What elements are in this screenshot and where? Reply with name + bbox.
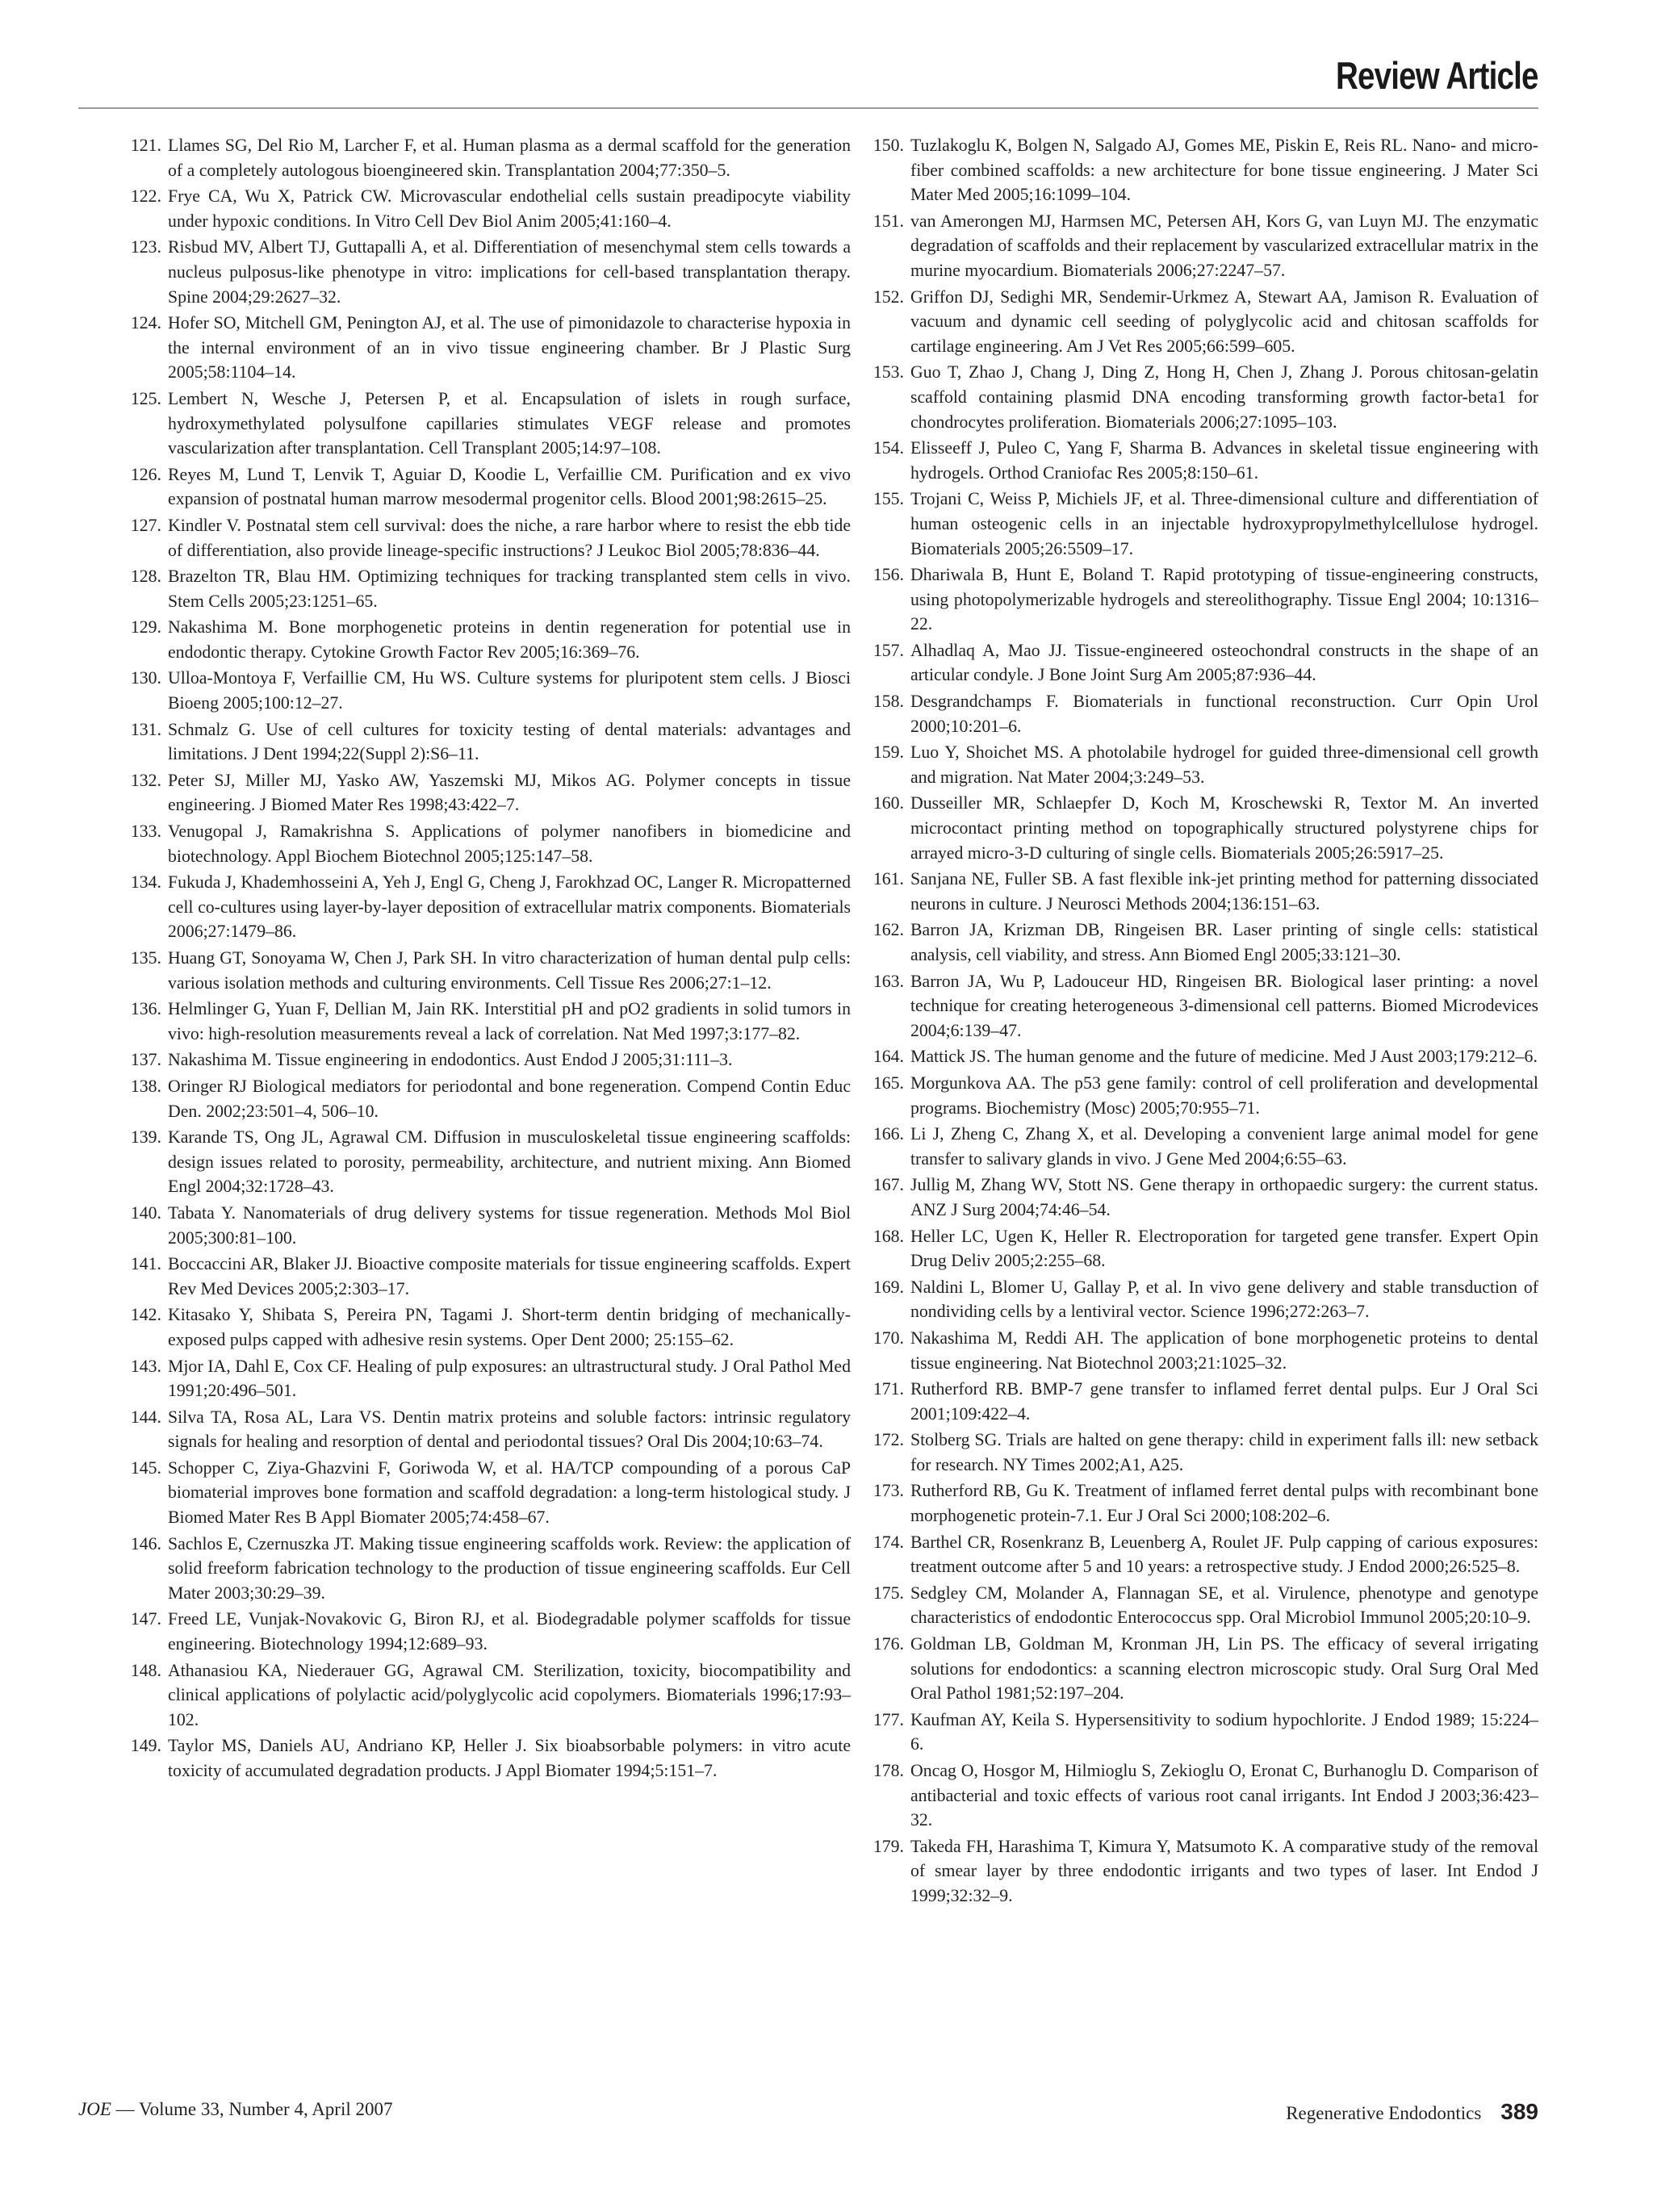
reference-number: 157.	[873, 640, 904, 660]
reference-item	[864, 969, 1538, 1043]
reference-number: 176.	[873, 1634, 904, 1654]
reference-item	[864, 740, 1538, 789]
reference-text: Rutherford RB. BMP-7 gene transfer to inflamed ferret dental pulps. Eur J Oral Sci 2001;109:422–4.	[910, 1379, 1538, 1424]
reference-text: Kaufman AY, Keila S. Hypersensitivity to sodium hypochlorite. J Endod 1989; 15:224–6.	[910, 1709, 1538, 1754]
reference-text: Boccaccini AR, Blaker JJ. Bioactive composite materials for tissue engineering scaffolds. Expert Rev Med Devices 2005;2:303–17.	[168, 1254, 851, 1298]
reference-text: Huang GT, Sonoyama W, Chen J, Park SH. In vitro characterization of human dental pulp cells: various isolation methods and culturing environments. Cell Tissue Res 2006;27:1–12.	[168, 948, 851, 993]
reference-item	[121, 1201, 851, 1250]
reference-number: 150.	[873, 136, 904, 155]
reference-number: 165.	[873, 1073, 904, 1093]
reference-text: Karande TS, Ong JL, Agrawal CM. Diffusion in musculoskeletal tissue engineering scaffolds: design issues related to porosity, permeability, architecture, and nutrient mixing. Ann Biomed Engl 2004;32:1728–43.	[168, 1127, 851, 1197]
reference-number: 169.	[873, 1277, 904, 1297]
reference-item	[864, 1581, 1538, 1630]
reference-number: 148.	[130, 1660, 161, 1680]
reference-text: Peter SJ, Miller MJ, Yasko AW, Yaszemski MJ, Mikos AG. Polymer concepts in tissue engineering. J Biomed Mater Res 1998;43:422–7.	[168, 770, 851, 815]
reference-number: 128.	[130, 567, 161, 587]
reference-text: Venugopal J, Ramakrishna S. Applications of polymer nanofibers in biomedicine and biotechnology. Appl Biochem Biotechnol 2005;125:147–58.	[168, 822, 851, 866]
reference-item	[121, 235, 851, 309]
reference-number: 151.	[873, 211, 904, 231]
reference-text: Mattick JS. The human genome and the future of medicine. Med J Aust 2003;179:212–6.	[910, 1047, 1538, 1067]
reference-text: Luo Y, Shoichet MS. A photolabile hydrogel for guided three-dimensional cell growth and migration. Nat Mater 2004;3:249–53.	[910, 742, 1538, 787]
reference-item	[121, 1607, 851, 1656]
reference-item	[864, 918, 1538, 967]
reference-text: Nakashima M. Bone morphogenetic proteins in dentin regeneration for potential use in endodontic therapy. Cytokine Growth Factor Rev 2005;16:369–76.	[168, 617, 851, 662]
reference-item	[121, 819, 851, 868]
reference-number: 175.	[873, 1583, 904, 1603]
reference-text: Sachlos E, Czernuszka JT. Making tissue engineering scaffolds work. Review: the application of solid freeform fabrication technology to the production of tissue engineering scaffolds. Eur Cell Mater 2003;30:29–39.	[168, 1533, 851, 1603]
footer-section-info	[1286, 2099, 1538, 2125]
reference-item	[121, 513, 851, 562]
reference-text: Reyes M, Lund T, Lenvik T, Aguiar D, Koodie L, Verfaillie CM. Purification and ex vivo expansion of postnatal human marrow mesodermal progenitor cells. Blood 2001;98:2615–25.	[168, 464, 851, 509]
reference-item	[121, 1354, 851, 1403]
reference-item	[121, 387, 851, 461]
reference-number: 170.	[873, 1328, 904, 1348]
reference-number: 143.	[130, 1356, 161, 1376]
reference-item	[864, 638, 1538, 688]
reference-item	[864, 1530, 1538, 1579]
reference-item	[121, 1074, 851, 1123]
reference-text: Fukuda J, Khademhosseini A, Yeh J, Engl G, Cheng J, Farokhzad OC, Langer R. Micropatterned cell co-cultures using layer-by-layer deposition of extracellular matrix components. Biomaterials 2006;27:1479–86.	[168, 872, 851, 942]
reference-number: 173.	[873, 1481, 904, 1501]
reference-number: 146.	[130, 1533, 161, 1553]
reference-item	[121, 1125, 851, 1199]
reference-text: Frye CA, Wu X, Patrick CW. Microvascular endothelial cells sustain preadipocyte viability under hypoxic conditions. In Vitro Cell Dev Biol Anim 2005;41:160–4.	[168, 186, 851, 231]
reference-text: Nakashima M. Tissue engineering in endodontics. Aust Endod J 2005;31:111–3.	[168, 1050, 733, 1070]
reference-number: 131.	[130, 719, 161, 739]
reference-text: Elisseeff J, Puleo C, Yang F, Sharma B. Advances in skeletal tissue engineering with hydrogels. Orthod Craniofac Res 2005;8:150–61.	[910, 438, 1538, 483]
reference-number: 164.	[873, 1047, 904, 1067]
reference-number: 144.	[130, 1407, 161, 1427]
reference-number: 147.	[130, 1609, 161, 1629]
reference-item	[121, 1303, 851, 1352]
footer-section: Regenerative Endodontics	[1286, 2103, 1482, 2123]
reference-text: Ulloa-Montoya F, Verfaillie CM, Hu WS. Culture systems for pluripotent stem cells. J Biosci Bioeng 2005;100:12–27.	[168, 668, 851, 713]
section-header: Review Article	[1336, 54, 1538, 97]
reference-number: 152.	[873, 286, 904, 307]
reference-item	[121, 717, 851, 767]
reference-item	[121, 1405, 851, 1454]
reference-number: 149.	[130, 1736, 161, 1756]
reference-text: Athanasiou KA, Niederauer GG, Agrawal CM. Sterilization, toxicity, biocompatibility and clinical applications of polylactic acid/polyglycolic acid copolymers. Biomaterials 1996;17:93–102.	[168, 1660, 851, 1729]
reference-number: 158.	[873, 692, 904, 712]
reference-text: Alhadlaq A, Mao JJ. Tissue-engineered osteochondral constructs in the shape of an articular condyle. J Bone Joint Surg Am 2005;87:936–44.	[910, 640, 1538, 685]
reference-text: Rutherford RB, Gu K. Treatment of inflamed ferret dental pulps with recombinant bone morphogenetic protein-7.1. Eur J Oral Sci 2000;108:202–6.	[910, 1481, 1538, 1526]
reference-item	[864, 1478, 1538, 1528]
reference-item	[121, 1532, 851, 1606]
reference-item	[864, 1044, 1538, 1069]
reference-number: 142.	[130, 1305, 161, 1325]
reference-text: Dhariwala B, Hunt E, Boland T. Rapid prototyping of tissue-engineering constructs, using photopolymerizable hydrogels and stereolithography. Tissue Engl 2004; 10:1316–22.	[910, 565, 1538, 634]
reference-item	[121, 1456, 851, 1530]
page-footer	[78, 2099, 1538, 2131]
reference-text: Mjor IA, Dahl E, Cox CF. Healing of pulp exposures: an ultrastructural study. J Oral Pathol Med 1991;20:496–501.	[168, 1356, 851, 1401]
reference-text: Kindler V. Postnatal stem cell survival: does the niche, a rare harbor where to resist the ebb tide of differentiation, also provide lineage-specific instructions? J Leukoc Biol 2005;78:836–44.	[168, 515, 851, 560]
reference-text: Heller LC, Ugen K, Heller R. Electroporation for targeted gene transfer. Expert Opin Drug Deliv 2005;2:255–68.	[910, 1226, 1538, 1271]
reference-number: 123.	[130, 237, 161, 257]
reference-number: 126.	[130, 464, 161, 484]
reference-text: Schmalz G. Use of cell cultures for toxicity testing of dental materials: advantages and limitations. J Dent 1994;22(Suppl 2):S6–11.	[168, 719, 851, 764]
journal-name: JOE	[78, 2099, 111, 2119]
reference-number: 136.	[130, 999, 161, 1019]
reference-text: van Amerongen MJ, Harmsen MC, Petersen AH, Kors G, van Luyn MJ. The enzymatic degradation of scaffolds and their replacement by vascularized extracellular matrix in the murine myocardium. Biomaterials 2006;27:2247–57.	[910, 211, 1538, 280]
reference-number: 127.	[130, 515, 161, 535]
reference-text: Nakashima M, Reddi AH. The application of bone morphogenetic proteins to dental tissue engineering. Nat Biotechnol 2003;21:1025–32.	[910, 1328, 1538, 1373]
reference-item	[121, 666, 851, 715]
reference-number: 132.	[130, 770, 161, 790]
reference-text: Griffon DJ, Sedighi MR, Sendemir-Urkmez A, Stewart AA, Jamison R. Evaluation of vacuum and dynamic cell seeding of polyglycolic acid and chitosan scaffolds for cartilage engineering. Am J Vet Res 2005;66:599–605.	[910, 286, 1538, 356]
reference-text: Oncag O, Hosgor M, Hilmioglu S, Zekioglu O, Eronat C, Burhanoglu D. Comparison of antibacterial and toxic effects of various root canal irrigants. Int Endod J 2003;36:423–32.	[910, 1761, 1538, 1830]
reference-item	[864, 562, 1538, 637]
reference-item	[121, 1733, 851, 1783]
reference-text: Brazelton TR, Blau HM. Optimizing techniques for tracking transplanted stem cells in vivo. Stem Cells 2005;23:1251–65.	[168, 567, 851, 611]
reference-item	[121, 997, 851, 1046]
reference-item	[121, 184, 851, 233]
reference-item	[121, 1658, 851, 1733]
reference-item	[864, 1632, 1538, 1706]
page-number: 389	[1500, 2099, 1538, 2124]
reference-number: 129.	[130, 617, 161, 638]
reference-text: Stolberg SG. Trials are halted on gene therapy: child in experiment falls ill: new setback for research. NY Times 2002;A1, A25.	[910, 1430, 1538, 1474]
reference-text: Risbud MV, Albert TJ, Guttapalli A, et al. Differentiation of mesenchymal stem cells towards a nucleus pulposus-like phenotype in vitro: implications for cell-based transplantation therapy. Spine 2004;29:2627–32.	[168, 237, 851, 307]
reference-item	[864, 1758, 1538, 1833]
reference-number: 155.	[873, 489, 904, 509]
reference-text: Llames SG, Del Rio M, Larcher F, et al. Human plasma as a dermal scaffold for the generation of a completely autologous bioengineered skin. Transplantation 2004;77:350–5.	[168, 136, 851, 180]
header-rule	[78, 107, 1538, 109]
reference-text: Sanjana NE, Fuller SB. A fast flexible ink-jet printing method for patterning dissociated neurons in culture. J Neurosci Methods 2004;136:151–63.	[910, 869, 1538, 914]
reference-number: 172.	[873, 1430, 904, 1450]
reference-item	[121, 946, 851, 995]
reference-text: Dusseiller MR, Schlaepfer D, Koch M, Kroschewski R, Textor M. An inverted microcontact printing method on topographically structured polystyrene chips for arrayed micro-3-D culturing of single cells. Biomaterials 2005;26:5917–25.	[910, 793, 1538, 863]
reference-item	[864, 209, 1538, 283]
reference-item	[864, 1122, 1538, 1171]
reference-text: Freed LE, Vunjak-Novakovic G, Biron RJ, et al. Biodegradable polymer scaffolds for tissue engineering. Biotechnology 1994;12:689–93.	[168, 1609, 851, 1654]
reference-number: 138.	[130, 1076, 161, 1096]
reference-item	[121, 768, 851, 817]
reference-item	[121, 311, 851, 385]
reference-item	[121, 1047, 851, 1073]
reference-item	[864, 1377, 1538, 1426]
reference-number: 135.	[130, 948, 161, 968]
reference-number: 124.	[130, 313, 161, 333]
reference-item	[864, 285, 1538, 359]
reference-number: 179.	[873, 1836, 904, 1856]
reference-text: Tuzlakoglu K, Bolgen N, Salgado AJ, Gomes ME, Piskin E, Reis RL. Nano- and micro-fiber combined scaffolds: a new architecture for bone tissue engineering. J Mater Sci Mater Med 2005;16:1099–104.	[910, 136, 1538, 205]
reference-text: Helmlinger G, Yuan F, Dellian M, Jain RK. Interstitial pH and pO2 gradients in solid tumors in vivo: high-resolution measurements reveal a lack of correlation. Nat Med 1997;3:177–82.	[168, 999, 851, 1043]
reference-item	[864, 867, 1538, 916]
references-column-right	[864, 133, 1538, 1910]
reference-number: 145.	[130, 1457, 161, 1478]
reference-item	[864, 487, 1538, 561]
reference-item	[121, 564, 851, 613]
reference-number: 134.	[130, 872, 161, 893]
reference-number: 168.	[873, 1226, 904, 1246]
reference-text: Desgrandchamps F. Biomaterials in functional reconstruction. Curr Opin Urol 2000;10:201–6.	[910, 692, 1538, 736]
reference-text: Morgunkova AA. The p53 gene family: control of cell proliferation and developmental programs. Biochemistry (Mosc) 2005;70:955–71.	[910, 1073, 1538, 1118]
reference-text: Goldman LB, Goldman M, Kronman JH, Lin PS. The efficacy of several irrigating solutions for endodontics: a scanning electron microscopic study. Oral Surg Oral Med Oral Pathol 1981;52:197–204.	[910, 1634, 1538, 1704]
reference-item	[864, 436, 1538, 485]
reference-item	[121, 1252, 851, 1301]
reference-number: 171.	[873, 1379, 904, 1399]
reference-item	[864, 1275, 1538, 1324]
reference-text: Hofer SO, Mitchell GM, Penington AJ, et al. The use of pimonidazole to characterise hypoxia in the internal environment of an in vivo tissue engineering chamber. Br J Plastic Surg 2005;58:1104–14.	[168, 313, 851, 383]
reference-number: 139.	[130, 1127, 161, 1148]
footer-journal-info	[78, 2099, 393, 2120]
reference-item	[121, 615, 851, 664]
reference-item	[121, 462, 851, 512]
reference-text: Sedgley CM, Molander A, Flannagan SE, et al. Virulence, phenotype and genotype characteristics of endodontic Enterococcus spp. Oral Microbiol Immunol 2005;20:10–9.	[910, 1583, 1538, 1628]
reference-number: 159.	[873, 742, 904, 763]
reference-number: 174.	[873, 1532, 904, 1552]
reference-text: Naldini L, Blomer U, Gallay P, et al. In vivo gene delivery and stable transduction of nondividing cells by a lentiviral vector. Science 1996;272:263–7.	[910, 1277, 1538, 1322]
reference-item	[864, 1224, 1538, 1273]
reference-text: Kitasako Y, Shibata S, Pereira PN, Tagami J. Short-term dentin bridging of mechanically-exposed pulps capped with adhesive resin systems. Oper Dent 2000; 25:155–62.	[168, 1305, 851, 1349]
reference-number: 177.	[873, 1709, 904, 1729]
reference-number: 162.	[873, 920, 904, 940]
reference-item	[864, 689, 1538, 738]
reference-number: 125.	[130, 388, 161, 408]
reference-number: 156.	[873, 565, 904, 585]
reference-number: 154.	[873, 438, 904, 458]
reference-text: Barron JA, Krizman DB, Ringeisen BR. Laser printing of single cells: statistical analysis, cell viability, and stress. Ann Biomed Engl 2005;33:121–30.	[910, 920, 1538, 964]
reference-text: Silva TA, Rosa AL, Lara VS. Dentin matrix proteins and soluble factors: intrinsic regulatory signals for healing and resorption of dental and periodontal tissues? Oral Dis 2004;10:63–74.	[168, 1407, 851, 1452]
reference-item	[864, 133, 1538, 207]
reference-number: 122.	[130, 186, 161, 207]
reference-text: Li J, Zheng C, Zhang X, et al. Developing a convenient large animal model for gene transfer to salivary glands in vivo. J Gene Med 2004;6:55–63.	[910, 1124, 1538, 1169]
reference-text: Oringer RJ Biological mediators for periodontal and bone regeneration. Compend Contin Educ Den. 2002;23:501–4, 506–10.	[168, 1076, 851, 1121]
reference-text: Schopper C, Ziya-Ghazvini F, Goriwoda W, et al. HA/TCP compounding of a porous CaP biomaterial improves bone formation and scaffold degradation: a long-term histological study. J Biomed Mater Res B Appl Biomater 2005;74:458–67.	[168, 1457, 851, 1528]
reference-item	[864, 791, 1538, 865]
reference-text: Takeda FH, Harashima T, Kimura Y, Matsumoto K. A comparative study of the removal of smear layer by three endodontic irrigants and two types of laser. Int Endod J 1999;32:32–9.	[910, 1836, 1538, 1905]
reference-text: Trojani C, Weiss P, Michiels JF, et al. Three-dimensional culture and differentiation of human osteogenic cells in an injectable hydroxypropylmethylcellulose hydrogel. Biomaterials 2005;26:5509–17.	[910, 489, 1538, 558]
reference-item	[121, 870, 851, 944]
reference-number: 160.	[873, 793, 904, 813]
reference-number: 161.	[873, 869, 904, 889]
reference-text: Guo T, Zhao J, Chang J, Ding Z, Hong H, Chen J, Zhang J. Porous chitosan-gelatin scaffold containing plasmid DNA encoding transforming growth factor-beta1 for chondrocytes proliferation. Biomaterials 2006;27:1095–103.	[910, 362, 1538, 432]
reference-text: Taylor MS, Daniels AU, Andriano KP, Heller J. Six bioabsorbable polymers: in vitro acute toxicity of accumulated degradation products. J Appl Biomater 1994;5:151–7.	[168, 1736, 851, 1780]
reference-number: 141.	[130, 1254, 161, 1274]
reference-item	[864, 1326, 1538, 1375]
reference-text: Lembert N, Wesche J, Petersen P, et al. Encapsulation of islets in rough surface, hydroxymethylated polysulfone capillaries stimulates VEGF release and promotes vascularization after transplantation. Cell Transplant 2005;14:97–108.	[168, 388, 851, 458]
reference-number: 178.	[873, 1761, 904, 1780]
reference-item	[864, 1428, 1538, 1477]
reference-text: Tabata Y. Nanomaterials of drug delivery systems for tissue regeneration. Methods Mol Biol 2005;300:81–100.	[168, 1202, 851, 1248]
reference-number: 137.	[130, 1050, 161, 1070]
reference-number: 163.	[873, 971, 904, 991]
reference-text: Jullig M, Zhang WV, Stott NS. Gene therapy in orthopaedic surgery: the current status. ANZ J Surg 2004;74:46–54.	[910, 1175, 1538, 1219]
reference-number: 133.	[130, 822, 161, 842]
reference-number: 166.	[873, 1124, 904, 1144]
journal-issue: — Volume 33, Number 4, April 2007	[111, 2099, 393, 2119]
reference-number: 153.	[873, 362, 904, 383]
references-column-left	[121, 133, 851, 1785]
reference-item	[864, 360, 1538, 434]
reference-number: 130.	[130, 668, 161, 688]
reference-item	[864, 1708, 1538, 1757]
reference-item	[864, 1071, 1538, 1120]
reference-item	[864, 1173, 1538, 1222]
reference-text: Barron JA, Wu P, Ladouceur HD, Ringeisen BR. Biological laser printing: a novel technique for creating heterogeneous 3-dimensional cell patterns. Biomed Microdevices 2004;6:139–47.	[910, 971, 1538, 1040]
reference-item	[121, 133, 851, 182]
reference-number: 140.	[130, 1202, 161, 1223]
reference-text: Barthel CR, Rosenkranz B, Leuenberg A, Roulet JF. Pulp capping of carious exposures: treatment outcome after 5 and 10 years: a retrospective study. J Endod 2000;26:525–8.	[910, 1532, 1538, 1577]
reference-item	[864, 1834, 1538, 1909]
reference-number: 167.	[873, 1175, 904, 1195]
reference-number: 121.	[130, 136, 161, 155]
